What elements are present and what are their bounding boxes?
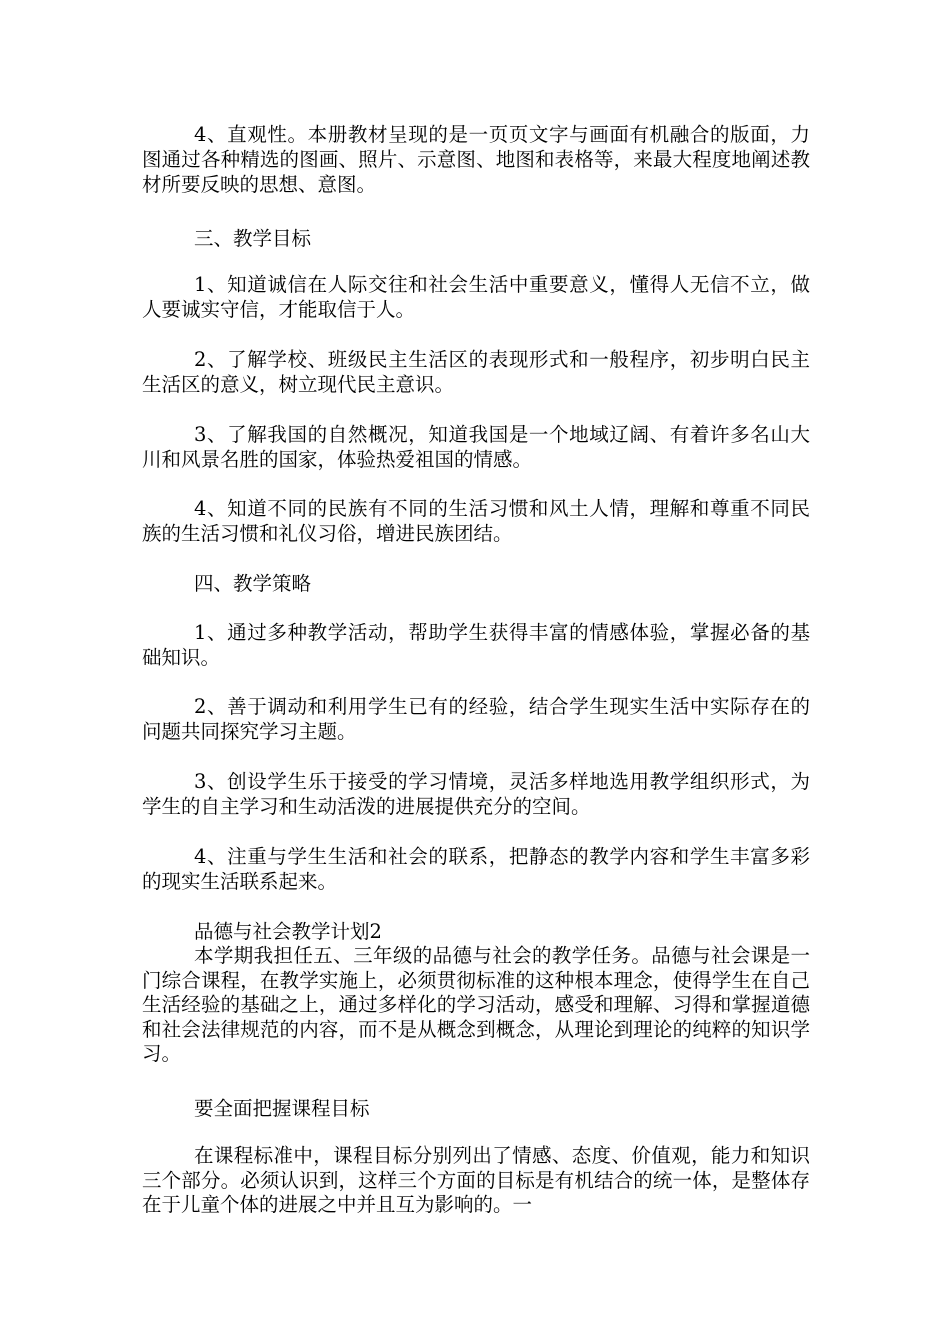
section-heading-teaching-goals: 三、教学目标 [194,227,312,250]
paragraph-goal-3: 3、了解我国的自然概况，知道我国是一个地域辽阔、有着许多名山大川和风景名胜的国家，体验热爱祖国的情感。 [142,423,810,471]
plan-title: 品德与社会教学计划2 [194,920,382,943]
section-heading-teaching-strategy: 四、教学策略 [194,572,312,595]
paragraph-goal-2: 2、了解学校、班级民主生活区的表现形式和一般程序，初步明白民主生活区的意义，树立现代民主意识。 [142,348,810,396]
paragraph-strategy-3: 3、创设学生乐于接受的学习情境，灵活多样地选用教学组织形式，为学生的自主学习和生动活泼的进展提供充分的空间。 [142,770,810,818]
paragraph-strategy-1: 1、通过多种教学活动，帮助学生获得丰富的情感体验，掌握必备的基础知识。 [142,621,810,669]
paragraph-strategy-4: 4、注重与学生生活和社会的联系，把静态的教学内容和学生丰富多彩的现实生活联系起来。 [142,845,810,893]
paragraph-intuitiveness: 4、直观性。本册教材呈现的是一页页文字与画面有机融合的版面，力图通过各种精选的图画、照片、示意图、地图和表格等，来最大程度地阐述教材所要反映的思想、意图。 [142,123,810,196]
paragraph-strategy-2: 2、善于调动和利用学生已有的经验，结合学生现实生活中实际存在的问题共同探究学习主题。 [142,695,810,743]
paragraph-plan-intro: 本学期我担任五、三年级的品德与社会的教学任务。品德与社会课是一门综合课程，在教学实施上，必须贯彻标准的这种根本理念，使得学生在自己生活经验的基础之上，通过多样化的学习活动，感受和理解、习得和掌握道德和社会法律规范的内容，而不是从概念到概念，从理论到理论的纯粹的知识学习。 [142,944,810,1066]
paragraph-course-standard: 在课程标准中，课程目标分别列出了情感、态度、价值观，能力和知识三个部分。必须认识到，这样三个方面的目标是有机结合的统一体，是整体存在于儿童个体的进展之中并且互为影响的。一 [142,1144,810,1217]
paragraph-goal-1: 1、知道诚信在人际交往和社会生活中重要意义，懂得人无信不立，做人要诚实守信，才能取信于人。 [142,273,810,321]
section-heading-course-goals: 要全面把握课程目标 [194,1097,370,1120]
paragraph-goal-4: 4、知道不同的民族有不同的生活习惯和风土人情，理解和尊重不同民族的生活习惯和礼仪习俗，增进民族团结。 [142,497,810,545]
